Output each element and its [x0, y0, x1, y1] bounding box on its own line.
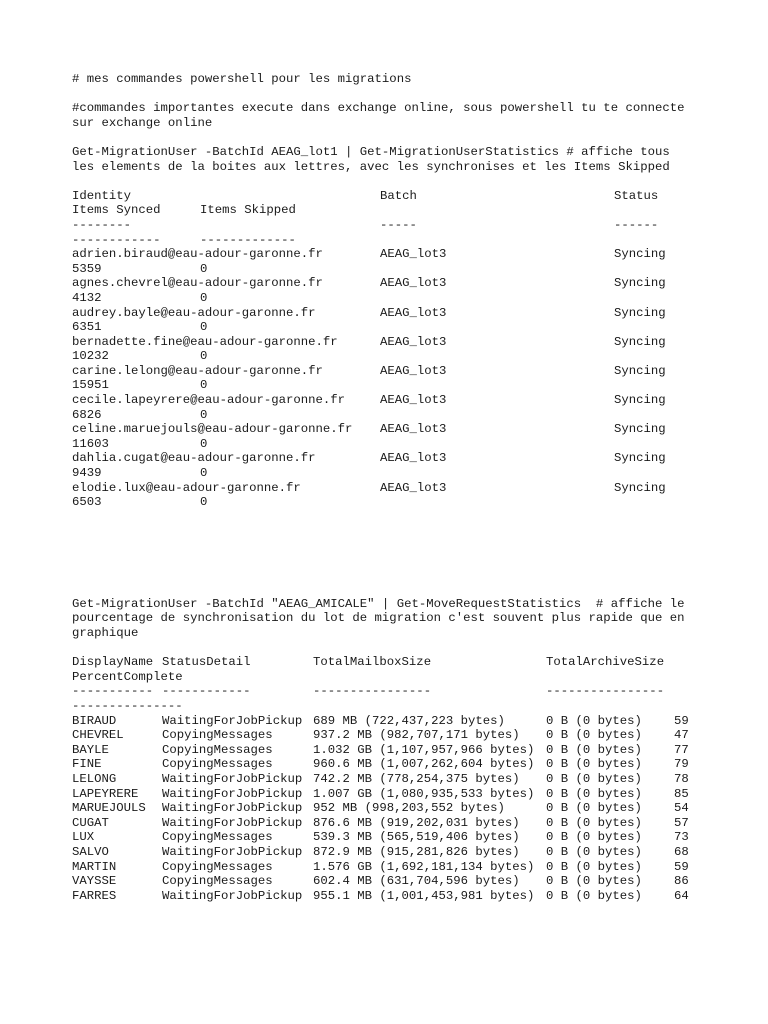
cell-display-name: SALVO [72, 844, 109, 859]
cell-items-skipped: 0 [200, 349, 208, 364]
cell-status-detail: WaitingForJobPickup [162, 888, 303, 903]
cell-display-name: BAYLE [72, 742, 109, 757]
cell-percent-complete: 86 [674, 874, 689, 889]
cell-total-archive-size: 0 B (0 bytes) [546, 713, 642, 728]
table-row [72, 816, 712, 831]
cell-identity: celine.maruejouls@eau-adour-garonne.fr [72, 422, 353, 437]
cell-status-detail: CopyingMessages [162, 742, 273, 757]
table1-header-row-wrap [72, 203, 712, 218]
header-batch: Batch [380, 188, 417, 203]
table-row [72, 451, 712, 466]
header-identity: Identity [72, 188, 132, 203]
cell-batch: AEAG_lot3 [380, 305, 447, 320]
table-row [72, 335, 712, 350]
cell-status-detail: CopyingMessages [162, 859, 273, 874]
cell-batch: AEAG_lot3 [380, 422, 447, 437]
cell-percent-complete: 79 [674, 757, 689, 772]
cell-display-name: CUGAT [72, 815, 109, 830]
table-row [72, 743, 712, 758]
cell-status: Syncing [614, 480, 666, 495]
cell-items-skipped: 0 [200, 320, 208, 335]
cell-identity: bernadette.fine@eau-adour-garonne.fr [72, 334, 338, 349]
cell-percent-complete: 59 [674, 713, 689, 728]
cell-display-name: MARUEJOULS [72, 801, 146, 816]
cell-total-archive-size: 0 B (0 bytes) [546, 888, 642, 903]
cell-total-mailbox-size: 955.1 MB (1,001,453,981 bytes) [313, 888, 535, 903]
header-status-detail: StatusDetail [162, 655, 251, 670]
command1-line-2: les elements de la boites aux lettres, avec les synchronises et les Items Skipped [72, 159, 670, 174]
cell-display-name: LAPEYRERE [72, 786, 139, 801]
underline-items-skipped: ------------- [200, 232, 296, 247]
cell-identity: audrey.bayle@eau-adour-garonne.fr [72, 305, 316, 320]
cell-items-skipped: 0 [200, 378, 208, 393]
cell-items-synced: 9439 [72, 466, 102, 481]
cell-identity: adrien.biraud@eau-adour-garonne.fr [72, 247, 323, 262]
doc-title-comment: # mes commandes powershell pour les migrations [72, 72, 412, 86]
underline-items-synced: ------------ [72, 232, 161, 247]
table-row [72, 845, 712, 860]
cell-percent-complete: 54 [674, 801, 689, 816]
cell-total-mailbox-size: 539.3 MB (565,519,406 bytes) [313, 830, 520, 845]
table-row [72, 714, 712, 729]
cell-status-detail: WaitingForJobPickup [162, 801, 303, 816]
table-row-wrap [72, 437, 712, 452]
cell-status-detail: WaitingForJobPickup [162, 844, 303, 859]
cell-status-detail: CopyingMessages [162, 757, 273, 772]
table-row-wrap [72, 320, 712, 335]
cell-items-skipped: 0 [200, 407, 208, 422]
table-row [72, 728, 712, 743]
cell-items-synced: 15951 [72, 378, 109, 393]
cell-status: Syncing [614, 305, 666, 320]
underline-identity: -------- [72, 217, 132, 232]
cell-items-synced: 6826 [72, 407, 102, 422]
note-comment-line-1: #commandes importantes execute dans exchange online, sous powershell tu te connecte [72, 101, 685, 116]
cell-items-skipped: 0 [200, 290, 208, 305]
cell-total-mailbox-size: 872.9 MB (915,281,826 bytes) [313, 844, 520, 859]
table-row [72, 772, 712, 787]
cell-percent-complete: 73 [674, 830, 689, 845]
cell-items-synced: 11603 [72, 436, 109, 451]
cell-display-name: MARTIN [72, 859, 117, 874]
cell-total-archive-size: 0 B (0 bytes) [546, 874, 642, 889]
table2-underline-row-wrap [72, 699, 712, 714]
cell-total-archive-size: 0 B (0 bytes) [546, 728, 642, 743]
cell-total-mailbox-size: 876.6 MB (919,202,031 bytes) [313, 815, 520, 830]
underline-percent-complete: --------------- [72, 698, 183, 713]
header-total-mailbox-size: TotalMailboxSize [313, 655, 432, 670]
cell-percent-complete: 78 [674, 771, 689, 786]
command2-line-1: Get-MigrationUser -BatchId "AEAG_AMICALE" | Get-MoveRequestStatistics # affiche le [72, 596, 685, 611]
cell-status-detail: WaitingForJobPickup [162, 815, 303, 830]
cell-total-mailbox-size: 1.007 GB (1,080,935,533 bytes) [313, 786, 535, 801]
underline-batch: ----- [380, 217, 417, 232]
cell-status: Syncing [614, 247, 666, 262]
command2-line-2: pourcentage de synchronisation du lot de migration c'est souvent plus rapide que en [72, 611, 685, 626]
table1-underline-row [72, 218, 712, 233]
cell-percent-complete: 85 [674, 786, 689, 801]
table1-underline-row-wrap [72, 233, 712, 248]
cell-batch: AEAG_lot3 [380, 451, 447, 466]
cell-percent-complete: 59 [674, 859, 689, 874]
cell-batch: AEAG_lot3 [380, 247, 447, 262]
table-row [72, 889, 712, 904]
cell-items-skipped: 0 [200, 261, 208, 276]
table1-body [72, 247, 712, 510]
underline-status: ------ [614, 217, 659, 232]
cell-status-detail: CopyingMessages [162, 728, 273, 743]
cell-items-skipped: 0 [200, 436, 208, 451]
cell-batch: AEAG_lot3 [380, 480, 447, 495]
table-row [72, 306, 712, 321]
cell-identity: agnes.chevrel@eau-adour-garonne.fr [72, 276, 323, 291]
cell-total-archive-size: 0 B (0 bytes) [546, 771, 642, 786]
cell-total-mailbox-size: 1.032 GB (1,107,957,966 bytes) [313, 742, 535, 757]
command1-line-1: Get-MigrationUser -BatchId AEAG_lot1 | Get-MigrationUserStatistics # affiche tous [72, 144, 670, 159]
cell-total-mailbox-size: 602.4 MB (631,704,596 bytes) [313, 874, 520, 889]
cell-percent-complete: 77 [674, 742, 689, 757]
cell-status-detail: CopyingMessages [162, 874, 273, 889]
cell-status-detail: WaitingForJobPickup [162, 713, 303, 728]
table-row [72, 481, 712, 496]
cell-total-mailbox-size: 937.2 MB (982,707,171 bytes) [313, 728, 520, 743]
cell-items-synced: 6351 [72, 320, 102, 335]
cell-status-detail: WaitingForJobPickup [162, 771, 303, 786]
note-comment-line-2: sur exchange online [72, 115, 213, 130]
cell-display-name: CHEVREL [72, 728, 124, 743]
header-percent-complete: PercentComplete [72, 669, 183, 684]
table-row [72, 860, 712, 875]
cell-display-name: VAYSSE [72, 874, 117, 889]
cell-batch: AEAG_lot3 [380, 334, 447, 349]
cell-total-archive-size: 0 B (0 bytes) [546, 742, 642, 757]
cell-items-synced: 6503 [72, 495, 102, 510]
cell-total-archive-size: 0 B (0 bytes) [546, 801, 642, 816]
table-row [72, 874, 712, 889]
table-row [72, 422, 712, 437]
cell-status: Syncing [614, 422, 666, 437]
cell-batch: AEAG_lot3 [380, 363, 447, 378]
table-row-wrap [72, 378, 712, 393]
cell-batch: AEAG_lot3 [380, 276, 447, 291]
underline-status-detail: ------------ [162, 684, 251, 699]
cell-display-name: BIRAUD [72, 713, 117, 728]
cell-percent-complete: 47 [674, 728, 689, 743]
cell-status: Syncing [614, 363, 666, 378]
table-row [72, 801, 712, 816]
cell-total-archive-size: 0 B (0 bytes) [546, 844, 642, 859]
cell-status-detail: WaitingForJobPickup [162, 786, 303, 801]
cell-total-archive-size: 0 B (0 bytes) [546, 757, 642, 772]
cell-percent-complete: 57 [674, 815, 689, 830]
cell-identity: cecile.lapeyrere@eau-adour-garonne.fr [72, 393, 346, 408]
document-page [72, 72, 712, 903]
table-row [72, 830, 712, 845]
cell-total-mailbox-size: 1.576 GB (1,692,181,134 bytes) [313, 859, 535, 874]
table-row-wrap [72, 466, 712, 481]
table2-header-row-wrap [72, 670, 712, 685]
cell-identity: elodie.lux@eau-adour-garonne.fr [72, 480, 301, 495]
cell-items-synced: 4132 [72, 290, 102, 305]
cell-items-synced: 10232 [72, 349, 109, 364]
cell-total-archive-size: 0 B (0 bytes) [546, 830, 642, 845]
cell-status: Syncing [614, 451, 666, 466]
cell-percent-complete: 64 [674, 888, 689, 903]
cell-display-name: LUX [72, 830, 95, 845]
table-row [72, 393, 712, 408]
cell-display-name: FARRES [72, 888, 117, 903]
table-row-wrap [72, 291, 712, 306]
cell-total-archive-size: 0 B (0 bytes) [546, 786, 642, 801]
table2-body [72, 714, 712, 904]
migration-user-stats-table [72, 189, 712, 510]
table-row-wrap [72, 262, 712, 277]
cell-identity: carine.lelong@eau-adour-garonne.fr [72, 363, 323, 378]
cell-identity: dahlia.cugat@eau-adour-garonne.fr [72, 451, 316, 466]
table-row-wrap [72, 349, 712, 364]
header-status: Status [614, 188, 659, 203]
table-row [72, 247, 712, 262]
cell-total-mailbox-size: 960.6 MB (1,007,262,604 bytes) [313, 757, 535, 772]
command2-line-3: graphique [72, 626, 139, 640]
table-row [72, 787, 712, 802]
header-total-archive-size: TotalArchiveSize [546, 655, 665, 670]
header-items-synced: Items Synced [72, 203, 161, 218]
table1-header-row [72, 189, 712, 204]
cell-status-detail: CopyingMessages [162, 830, 273, 845]
cell-total-mailbox-size: 952 MB (998,203,552 bytes) [313, 801, 505, 816]
table-row-wrap [72, 408, 712, 423]
cell-items-skipped: 0 [200, 466, 208, 481]
table-row [72, 757, 712, 772]
table-row [72, 364, 712, 379]
table-row [72, 276, 712, 291]
cell-display-name: FINE [72, 757, 102, 772]
underline-total-mailbox-size: ---------------- [313, 684, 432, 699]
underline-display-name: ----------- [72, 684, 154, 699]
header-items-skipped: Items Skipped [200, 203, 296, 218]
cell-total-mailbox-size: 742.2 MB (778,254,375 bytes) [313, 771, 520, 786]
cell-items-synced: 5359 [72, 261, 102, 276]
cell-total-mailbox-size: 689 MB (722,437,223 bytes) [313, 713, 505, 728]
cell-status: Syncing [614, 393, 666, 408]
cell-total-archive-size: 0 B (0 bytes) [546, 859, 642, 874]
table-row-wrap [72, 495, 712, 510]
cell-total-archive-size: 0 B (0 bytes) [546, 815, 642, 830]
underline-total-archive-size: ---------------- [546, 684, 665, 699]
table2-header-row [72, 655, 712, 670]
cell-batch: AEAG_lot3 [380, 393, 447, 408]
cell-items-skipped: 0 [200, 495, 208, 510]
cell-status: Syncing [614, 276, 666, 291]
cell-percent-complete: 68 [674, 844, 689, 859]
cell-display-name: LELONG [72, 771, 117, 786]
table2-underline-row [72, 684, 712, 699]
cell-status: Syncing [614, 334, 666, 349]
move-request-stats-table [72, 655, 712, 903]
header-display-name: DisplayName [72, 655, 154, 670]
